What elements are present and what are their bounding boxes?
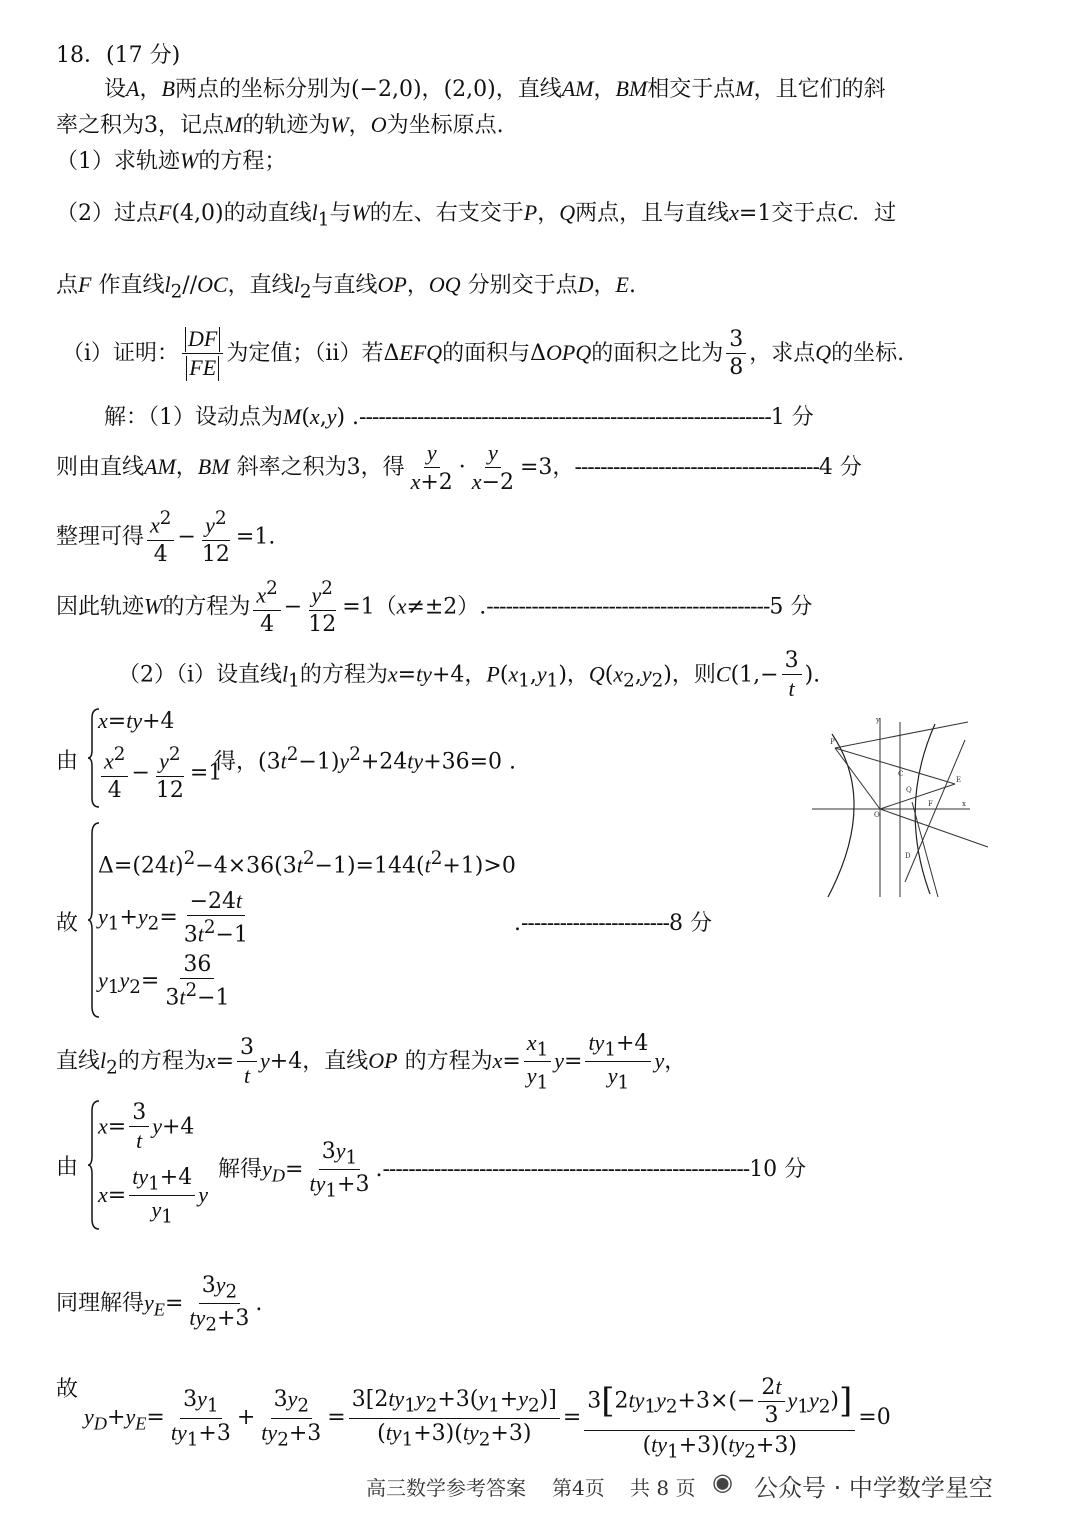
solution-step-8: 直线$l_2$的方程为x= $\frac{3}{t}$ y+4，直线OP 的方程为x= $\frac{x_1}{y_1}$ y= $\frac{ty_1+4}{y_1}$ y， [56,1030,687,1094]
system-of-equations-3: x= $\frac{3}{t}$ y+4 x= $\frac{ty_1+4}{y_1}$ y [88,1100,228,1230]
solution-step-9-result: 解得$y_D=$ $\frac{3y_1}{ty_1+3}$ .---------------------------------------------------------10 分 [218,1138,807,1202]
wechat-account-name: 公众号 · 中学数学星空 [754,1474,993,1502]
label-o: O [874,811,880,819]
label-e: E [956,776,962,784]
problem-intro-2: 率之积为3，记点M的轨迹为W，O为坐标原点. [56,112,504,138]
solution-step-5: （2）（i）设直线$l_1$的方程为x=ty+4，$P(x_1,y_1)$，$Q(x_2,y_2)$，则C(1,− $\frac{3}{t}$ ). [118,648,821,702]
solution-step-11-label: 故 [56,1377,79,1402]
question-2-subparts: （i）证明： $\frac{DF}{FE}$ 为定值；（ii）若ΔEFQ的面积与ΔOPQ的面积之比为 $\frac{3}{8}$ ，求点Q的坐标. [62,326,905,381]
footer-total: 共 8 页 [630,1476,696,1500]
solution-step-4: 因此轨迹W的方程为 $\frac{x^2}{4}$ − $\frac{y^2}{12}$ =1（x≠±2）.--------------------------------------------5 分 [56,578,813,637]
solution-step-2: 则由直线AM，BM 斜率之积为3，得 $\frac{y}{x+2}$ · $\frac{y}{x-2}$ =3，--------------------------------------4 分 [56,440,862,496]
system-of-equations-2: $\Delta=(24t)^2-4\times 36(3t^2-1)=144(t^2+1)>0$ $y_1+y_2=$ $\frac{-24t}{3t^2-1}$ $y_1y_2=$ $\frac{36}{3t^2-1}$ [88,822,528,1018]
label-c: C [898,770,904,778]
line-fd [912,802,938,897]
label-f: F [928,800,933,808]
solution-step-11: $y_D+y_E=$ $\frac{3y_1}{ty_1+3}$ + $\frac{3y_2}{ty_2+3}$ = $\frac{3[2ty_1y_2+3(y_1+y_2)]}{(ty_1+3)(ty_2+3)}$ = $3[2ty_1y_2+3\times(-$ $\frac{2t}{3}$ $y_1y_2$)] $(ty_1+3)(ty_2+3)$ =0 [84,1374,891,1462]
hyperbola-figure [810,712,995,902]
footer-page: 第4页 [552,1476,605,1500]
line-oe [880,784,955,809]
solution-step-10: 同理解得$y_E=$ $\frac{3y_2}{ty_2+3}$ . [56,1272,263,1336]
hyperbola-left-branch [828,734,854,897]
question-2-line-1: （2）过点F(4,0)的动直线$l_1$与W的左、右支交于P，Q两点，且与直线x=1交于点C．过 [56,200,897,231]
solution-step-7-score: .-----------------------8 分 [514,911,712,936]
line-pe [835,748,955,784]
problem-intro-1: 设A，B两点的坐标分别为(−2,0)，(2,0)，直线AM，BM相交于点M，且它们的斜 [104,76,886,102]
solution-step-9-label: 由 [56,1155,79,1180]
solution-step-6-label: 由 [56,749,79,774]
line-l1 [835,722,968,748]
line-op [835,748,880,809]
question-2-line-2: 点F 作直线$l_2//OC$，直线$l_2$与直线OP，OQ 分别交于点D，E. [56,272,636,303]
system-of-equations-1: x=ty+4 $\frac{x^2}{4}$ − $\frac{y^2}{12}$ =1 [88,708,548,808]
label-x: x [962,800,966,808]
solution-step-7-label: 故 [56,911,79,936]
solution-step-1: 解：（1）设动点为M(x,y) .----------------------------------------------------------------1 分 [104,404,814,430]
label-d: D [905,852,911,860]
footer-title: 高三数学参考答案 [366,1476,526,1500]
question-1: （1）求轨迹W的方程； [56,148,287,174]
solution-step-6-result: 得，$(3t^2-1)y^2+24ty+36=0$ . [214,744,517,775]
label-y: y [876,716,880,724]
label-q: Q [906,786,912,794]
solution-step-3: 整理可得 $\frac{x^2}{4}$ − $\frac{y^2}{12}$ =1. [56,508,276,567]
wechat-icon: ◉ [712,1468,733,1496]
line-of [880,809,988,847]
label-p: P [830,738,835,746]
problem-number: 18．(17 分) [56,43,181,68]
